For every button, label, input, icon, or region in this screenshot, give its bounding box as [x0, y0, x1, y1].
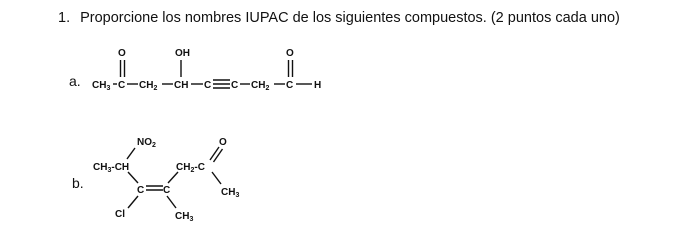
a-ch2a-label: $CH_2$ [139, 80, 158, 92]
b-ch2-label: $CH_2-C$ [176, 162, 205, 174]
b-bond-ch-cleft [128, 172, 138, 183]
question-text: Proporcione los nombres IUPAC de los siguientes compuestos. (2 puntos cada uno) [80, 10, 620, 26]
question-number: 1. [58, 10, 71, 26]
structure-b [93, 137, 239, 223]
item-a-label: a. [69, 73, 81, 89]
b-cl-label: Cl [115, 209, 125, 220]
b-no2-label: $NO_2$ [137, 137, 156, 149]
a-c3-label: C [231, 80, 239, 91]
b-cright-label: C [163, 185, 171, 196]
b-bond-cleft-cl [128, 196, 138, 208]
b-double-bond-co-a [210, 147, 219, 160]
a-ch-label: CH [174, 80, 189, 91]
a-c2-label: C [204, 80, 212, 91]
b-ch3ch-label: $CH_3-CH$ [93, 162, 130, 174]
b-ch3-right-label: $CH_3$ [221, 187, 240, 199]
b-bond-ch-no2 [127, 148, 135, 159]
a-h-label: H [314, 80, 322, 91]
structure-a [92, 48, 321, 92]
a-o1-label: O [118, 48, 126, 59]
a-ch2b-label: $CH_2$ [251, 80, 270, 92]
a-ch3-label: $CH_3$ [92, 80, 111, 92]
b-bond-cright-ch2 [168, 172, 178, 183]
a-c1-label: C [118, 80, 126, 91]
b-o-label: O [219, 137, 227, 148]
b-double-bond-co-b [214, 149, 223, 162]
b-cleft-label: C [137, 185, 145, 196]
a-o2-label: O [286, 48, 294, 59]
b-bond-cright-ch3 [167, 196, 176, 208]
a-c4-label: C [286, 80, 294, 91]
item-b-label: b. [72, 175, 84, 191]
b-bond-c-ch3 [212, 172, 221, 184]
a-oh-label: OH [175, 48, 190, 59]
b-ch3-bottom-label: $CH_3$ [175, 211, 194, 223]
